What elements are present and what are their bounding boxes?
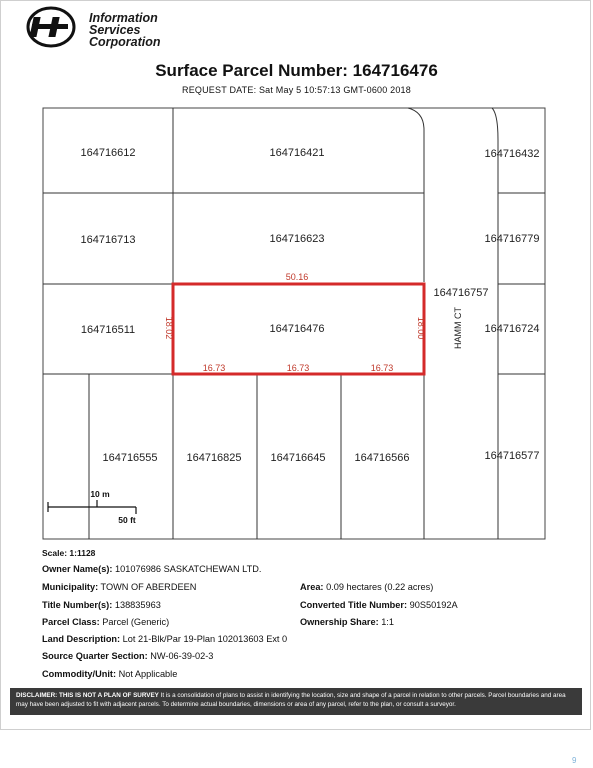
parcel-label: 164716825 bbox=[186, 452, 242, 464]
parcel-label: 164716612 bbox=[80, 147, 136, 159]
parcel-label: 164716623 bbox=[269, 233, 325, 245]
page-number: 9 bbox=[572, 756, 577, 765]
disclaimer-lead: DISCLAIMER: THIS IS NOT A PLAN OF SURVEY bbox=[16, 692, 159, 699]
parcel-label: 164716645 bbox=[270, 452, 326, 464]
municipality-label: Municipality: bbox=[42, 582, 99, 592]
dimension-bottom: 16.73 bbox=[202, 363, 226, 373]
owner-row bbox=[42, 564, 261, 574]
title-number-row bbox=[42, 600, 161, 610]
parcel-label: 164716577 bbox=[484, 450, 540, 462]
converted-title-value: 90S50192A bbox=[409, 600, 458, 610]
ownership-row bbox=[300, 617, 394, 627]
dimension-right: 18.00 bbox=[416, 316, 426, 340]
land-description-label: Land Description: bbox=[42, 634, 121, 644]
converted-title-row bbox=[300, 600, 458, 610]
municipality-row bbox=[42, 582, 196, 592]
source-quarter-row bbox=[42, 651, 213, 661]
scale-metric: 10 m bbox=[90, 489, 110, 499]
dimension-left: 18.02 bbox=[164, 316, 174, 340]
scale-bar bbox=[48, 489, 136, 525]
commodity-value: Not Applicable bbox=[118, 669, 178, 679]
street-name: HAMM CT bbox=[453, 307, 463, 349]
map-scale: Scale: 1:1128 bbox=[42, 548, 96, 558]
org-line-2: Services bbox=[89, 23, 141, 37]
parcel-class-label: Parcel Class: bbox=[42, 617, 100, 627]
commodity-row bbox=[42, 669, 177, 679]
org-line-3: Corporation bbox=[89, 35, 161, 49]
municipality-value: TOWN OF ABERDEEN bbox=[100, 582, 197, 592]
dimension-bottom: 16.73 bbox=[286, 363, 310, 373]
parcel-label: 164716432 bbox=[484, 148, 540, 160]
request-date: REQUEST DATE: Sat May 5 10:57:13 GMT-0600 2018 bbox=[182, 85, 411, 95]
dimension-top: 50.16 bbox=[285, 272, 309, 282]
land-description-value: Lot 21-Blk/Par 19-Plan 102013603 Ext 0 bbox=[122, 634, 288, 644]
disclaimer-body: It is a consolidation of plans to assist in identifying the location, size and shape of a parcel in relation to other parcels. Parcel boundaries and area may have been adjusted to fit with adjacent parcels. To determine actual boundaries, dimensions or area of any parcel, refer to the plan, or consult a surveyor. bbox=[16, 692, 566, 708]
parcel-class-row bbox=[42, 617, 169, 627]
land-description-row bbox=[42, 634, 287, 644]
title-number-value: 138835963 bbox=[114, 600, 161, 610]
parcel-label: 164716511 bbox=[80, 324, 136, 336]
parcel-label: 164716757 bbox=[433, 287, 489, 299]
source-quarter-value: NW-06-39-02-3 bbox=[150, 651, 214, 661]
parcel-label: 164716555 bbox=[102, 452, 158, 464]
converted-title-label: Converted Title Number: bbox=[300, 600, 408, 610]
area-value: 0.09 hectares (0.22 acres) bbox=[326, 582, 434, 592]
disclaimer-bar bbox=[10, 688, 582, 715]
org-line-1: Information bbox=[89, 11, 158, 25]
parcel-label: 164716421 bbox=[269, 147, 325, 159]
area-label: Area: bbox=[300, 582, 324, 592]
owner-label: Owner Name(s): bbox=[42, 564, 113, 574]
owner-value: 101076986 SASKATCHEWAN LTD. bbox=[115, 564, 262, 574]
source-quarter-label: Source Quarter Section: bbox=[42, 651, 148, 661]
commodity-label: Commodity/Unit: bbox=[42, 669, 117, 679]
area-row bbox=[300, 582, 433, 592]
parcel-label: 164716713 bbox=[80, 234, 136, 246]
page-title: Surface Parcel Number: 164716476 bbox=[155, 61, 438, 80]
parcel-labels bbox=[80, 147, 539, 464]
scale-imperial: 50 ft bbox=[118, 515, 136, 525]
parcel-label: 164716724 bbox=[484, 323, 540, 335]
title-number-label: Title Number(s): bbox=[42, 600, 113, 610]
parcel-class-value: Parcel (Generic) bbox=[102, 617, 170, 627]
ownership-value: 1:1 bbox=[381, 617, 394, 627]
parcel-label: 164716566 bbox=[354, 452, 410, 464]
parcel-label-subject: 164716476 bbox=[269, 323, 325, 335]
parcel-label: 164716779 bbox=[484, 233, 540, 245]
ownership-label: Ownership Share: bbox=[300, 617, 379, 627]
dimension-bottom: 16.73 bbox=[370, 363, 394, 373]
